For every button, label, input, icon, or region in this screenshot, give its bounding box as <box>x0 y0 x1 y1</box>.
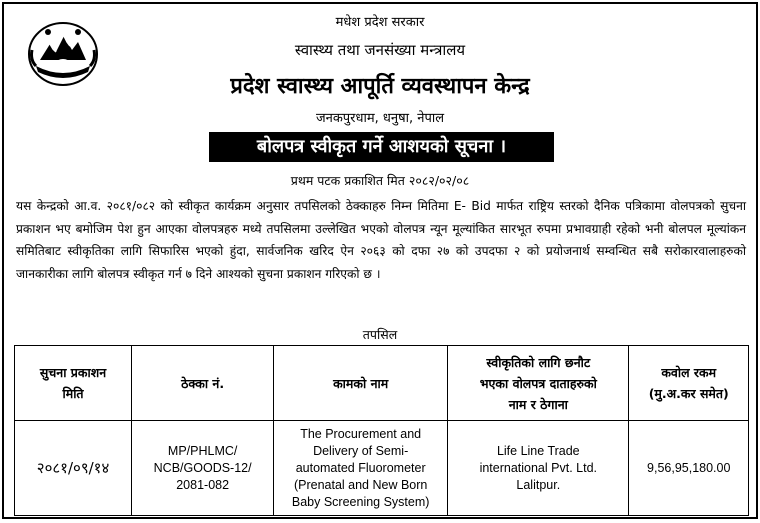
table-row <box>15 421 749 516</box>
office-address: जनकपुरधाम, धनुषा, नेपाल <box>315 111 445 126</box>
office-name: प्रदेश स्वास्थ्य आपूर्ति व्यवस्थापन केन्द्र <box>230 74 530 99</box>
header-amount: कवोल रकम (मु.अ.कर समेत) <box>629 346 749 421</box>
notice-body: यस केन्द्रको आ.व. २०८१/०८२ को स्वीकृत कार्यक्रम अनुसार तपसिलको ठेक्काहरु निम्न मितिमा E- Bid मार्फत राष्ट्रिय स्तरको दैनिक पत्रिकामा वोलपत्रको सुचना प्रकाशन भए बमोजिम पेश हुन आएका वोलपत्रहरु मध्ये तपसिलमा उल्लेखित भएको वोलपत्र न्यून मूल्यांकित सारभूत रुपमा प्रभावग्राही रहेको भनी बोलपल मूल्यांकन समितिबाट स्वीकृतिका लागि सिफारिस भएको हुंदा, सार्वजनिक खरिद ऐन २०६३ को दफा २७ को उपदफा २ को प्रयोजनार्थ सम्वन्धित सबै सरोकारवालाहरुको जानकारीका लागि बोलपत्र स्वीकृत गर्न ७ दिने आश्यको सुचना प्रकाशन गरिएको छ । <box>16 199 746 281</box>
ministry-name: स्वास्थ्य तथा जनसंख्या मन्त्रालय <box>294 41 466 59</box>
cell-work-name: The Procurement and Delivery of Semi- automated Fluorometer (Prenatal and New Born Baby Screening System) <box>274 421 448 516</box>
cell-contract-no: MP/PHLMC/ NCB/GOODS-12/ 2081-082 <box>132 421 274 516</box>
details-table <box>14 345 749 516</box>
notice-title: बोलपत्र स्वीकृत गर्ने आशयको सूचना । <box>209 132 554 162</box>
notice-page <box>2 2 758 519</box>
published-date: प्रथम पटक प्रकाशित मित २०८२/०२/०८ <box>290 173 470 188</box>
table-header-row <box>15 346 749 421</box>
cell-bidder: Life Line Trade international Pvt. Ltd. Lalitpur. <box>448 421 629 516</box>
cell-date: २०८१/०९/१४ <box>15 421 132 516</box>
header-bidder: स्वीकृतिको लागि छनौट भएका वोलपत्र दाताहरुको नाम र ठेगाना <box>448 346 629 421</box>
header-work-name: कामको नाम <box>274 346 448 421</box>
government-name: मधेश प्रदेश सरकार <box>335 15 425 30</box>
table-caption: तपसिल <box>362 327 398 342</box>
cell-amount: 9,56,95,180.00 <box>629 421 749 516</box>
header-contract-no: ठेक्का नं. <box>132 346 274 421</box>
header-date: सुचना प्रकाशन मिति <box>15 346 132 421</box>
